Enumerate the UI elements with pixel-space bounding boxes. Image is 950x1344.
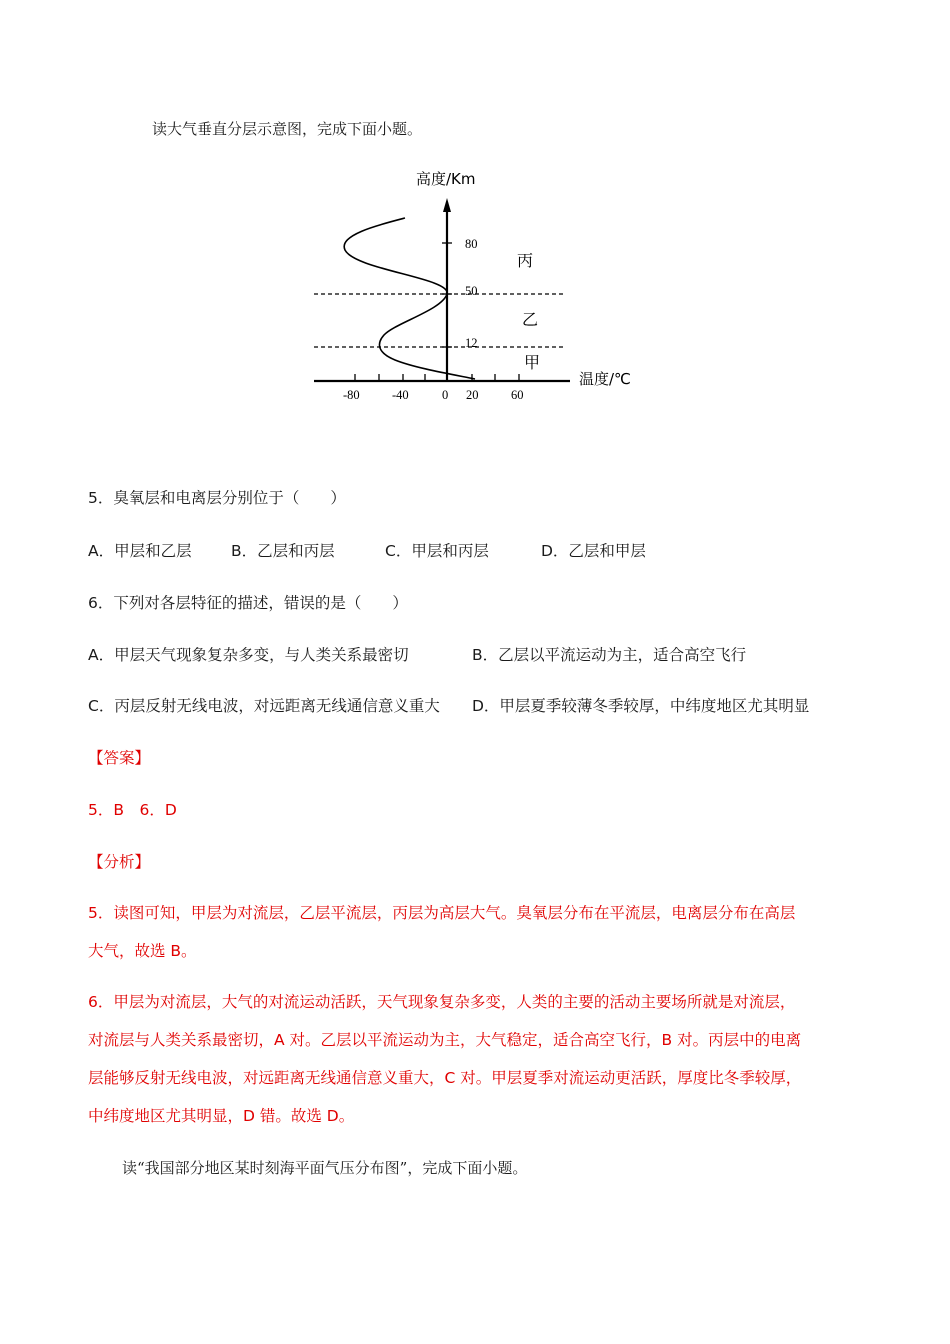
temperature-curve	[344, 218, 475, 379]
q5-option-a: A．甲层和乙层	[88, 542, 192, 560]
answer-text: 5．B 6．D	[88, 801, 177, 819]
layer-label-yi: 乙	[522, 312, 539, 329]
x-tick-label: 0	[442, 388, 449, 402]
x-tick-label: 60	[511, 388, 524, 402]
layer-label-jia: 甲	[524, 355, 541, 372]
atmosphere-layer-diagram	[300, 160, 670, 410]
q5-option-c: C．甲层和丙层	[385, 542, 489, 560]
answer-heading: 【答案】	[88, 749, 151, 767]
q5-option-b: B．乙层和丙层	[231, 542, 335, 560]
question-6-stem: 6．下列对各层特征的描述，错误的是（ ）	[88, 594, 408, 612]
q6-option-a: A．甲层天气现象复杂多变，与人类关系最密切	[88, 646, 409, 664]
analysis-5-line: 大气，故选 B。	[88, 942, 197, 960]
x-tick-label: -80	[343, 388, 360, 402]
x-axis-label: 温度/℃	[579, 370, 631, 388]
q6-option-b: B．乙层以平流运动为主，适合高空飞行	[472, 646, 747, 664]
y-tick-label: 50	[465, 284, 478, 298]
analysis-heading: 【分析】	[88, 853, 151, 871]
analysis-6-line: 6．甲层为对流层，大气的对流运动活跃，天气现象复杂多变，人类的主要的活动主要场所就是对流层，	[88, 993, 796, 1011]
x-tick-label: 20	[466, 388, 479, 402]
analysis-6-line: 中纬度地区尤其明显，D 错。故选 D。	[88, 1107, 355, 1125]
y-axis-label: 高度/Km	[416, 170, 476, 188]
y-tick-label: 12	[465, 336, 478, 350]
analysis-6-line: 对流层与人类关系最密切，A 对。乙层以平流运动为主，大气稳定，适合高空飞行，B 对。丙层中的电离	[88, 1031, 802, 1049]
y-axis-arrow	[443, 198, 451, 212]
analysis-6-line: 层能够反射无线电波，对远距离无线通信意义重大，C 对。甲层夏季对流运动更活跃，厚度比冬季较厚，	[88, 1069, 802, 1087]
question-5-stem: 5．臭氧层和电离层分别位于（ ）	[88, 489, 346, 507]
q5-option-d: D．乙层和甲层	[541, 542, 646, 560]
y-tick-label: 80	[465, 237, 478, 251]
analysis-5-line: 5．读图可知，甲层为对流层，乙层平流层，丙层为高层大气。臭氧层分布在平流层，电离层分布在高层	[88, 904, 796, 922]
intro-text-2: 读“我国部分地区某时刻海平面气压分布图”，完成下面小题。	[122, 1159, 528, 1177]
x-tick-label: -40	[392, 388, 409, 402]
q6-option-d: D．甲层夏季较薄冬季较厚，中纬度地区尤其明显	[472, 697, 810, 715]
q6-option-c: C．丙层反射无线电波，对远距离无线通信意义重大	[88, 697, 440, 715]
intro-text: 读大气垂直分层示意图，完成下面小题。	[152, 120, 423, 138]
layer-label-bing: 丙	[517, 253, 534, 270]
